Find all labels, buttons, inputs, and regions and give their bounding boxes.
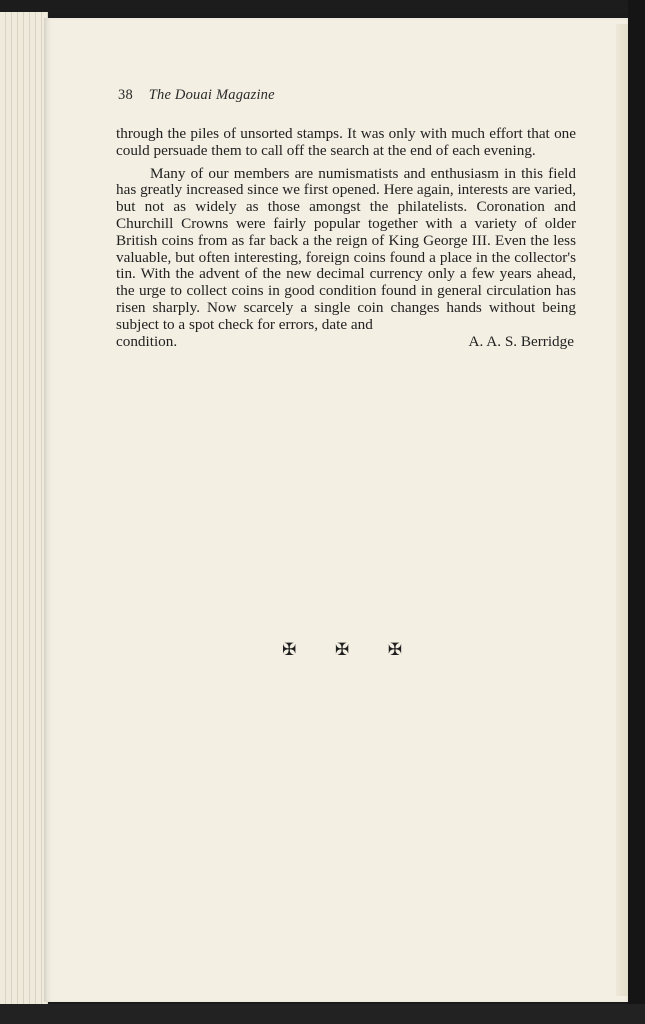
author-signature: A. A. S. Berridge <box>468 332 574 350</box>
book-cover-bottom <box>0 1004 645 1024</box>
magazine-title: The Douai Magazine <box>148 87 275 103</box>
paragraph-numismatists-text: Many of our members are numismatists and enthusiasm in this field has greatly increased since we first opened. Here again, interests are varied, but not as widely as those amongst the philatelists. Coronation and Churchill Crowns were fairly popular together with a variety of older British coins from as far back a the reign of King George III. Even the less valuable, but often interesting, foreign coins found a place in the collector's tin. With the advent of the new decimal currency only a few years ahead, the urge to collect coins in good condition found in general circulation has risen sharply. Now scarcely a single coin changes hands without being subject to a spot check for errors, date and <box>116 164 576 333</box>
cross-ornament-icon: ✠ <box>334 640 350 660</box>
section-ornaments <box>282 640 402 660</box>
page-edges <box>0 12 48 1006</box>
article-text <box>116 126 576 350</box>
book-cover-right <box>628 0 645 1024</box>
book-cover-top <box>0 0 645 14</box>
last-line-text: condition. <box>116 332 178 350</box>
running-header <box>118 87 275 104</box>
paragraph-numismatists <box>116 166 576 334</box>
cross-ornament-icon: ✠ <box>282 640 297 660</box>
cross-ornament-icon: ✠ <box>387 640 402 660</box>
page-number: 38 <box>118 87 133 103</box>
signature-line <box>116 334 576 351</box>
paragraph-continued: through the piles of unsorted stamps. It was only with much effort that one could persuade them to call off the search at the end of each evening. <box>116 125 576 159</box>
